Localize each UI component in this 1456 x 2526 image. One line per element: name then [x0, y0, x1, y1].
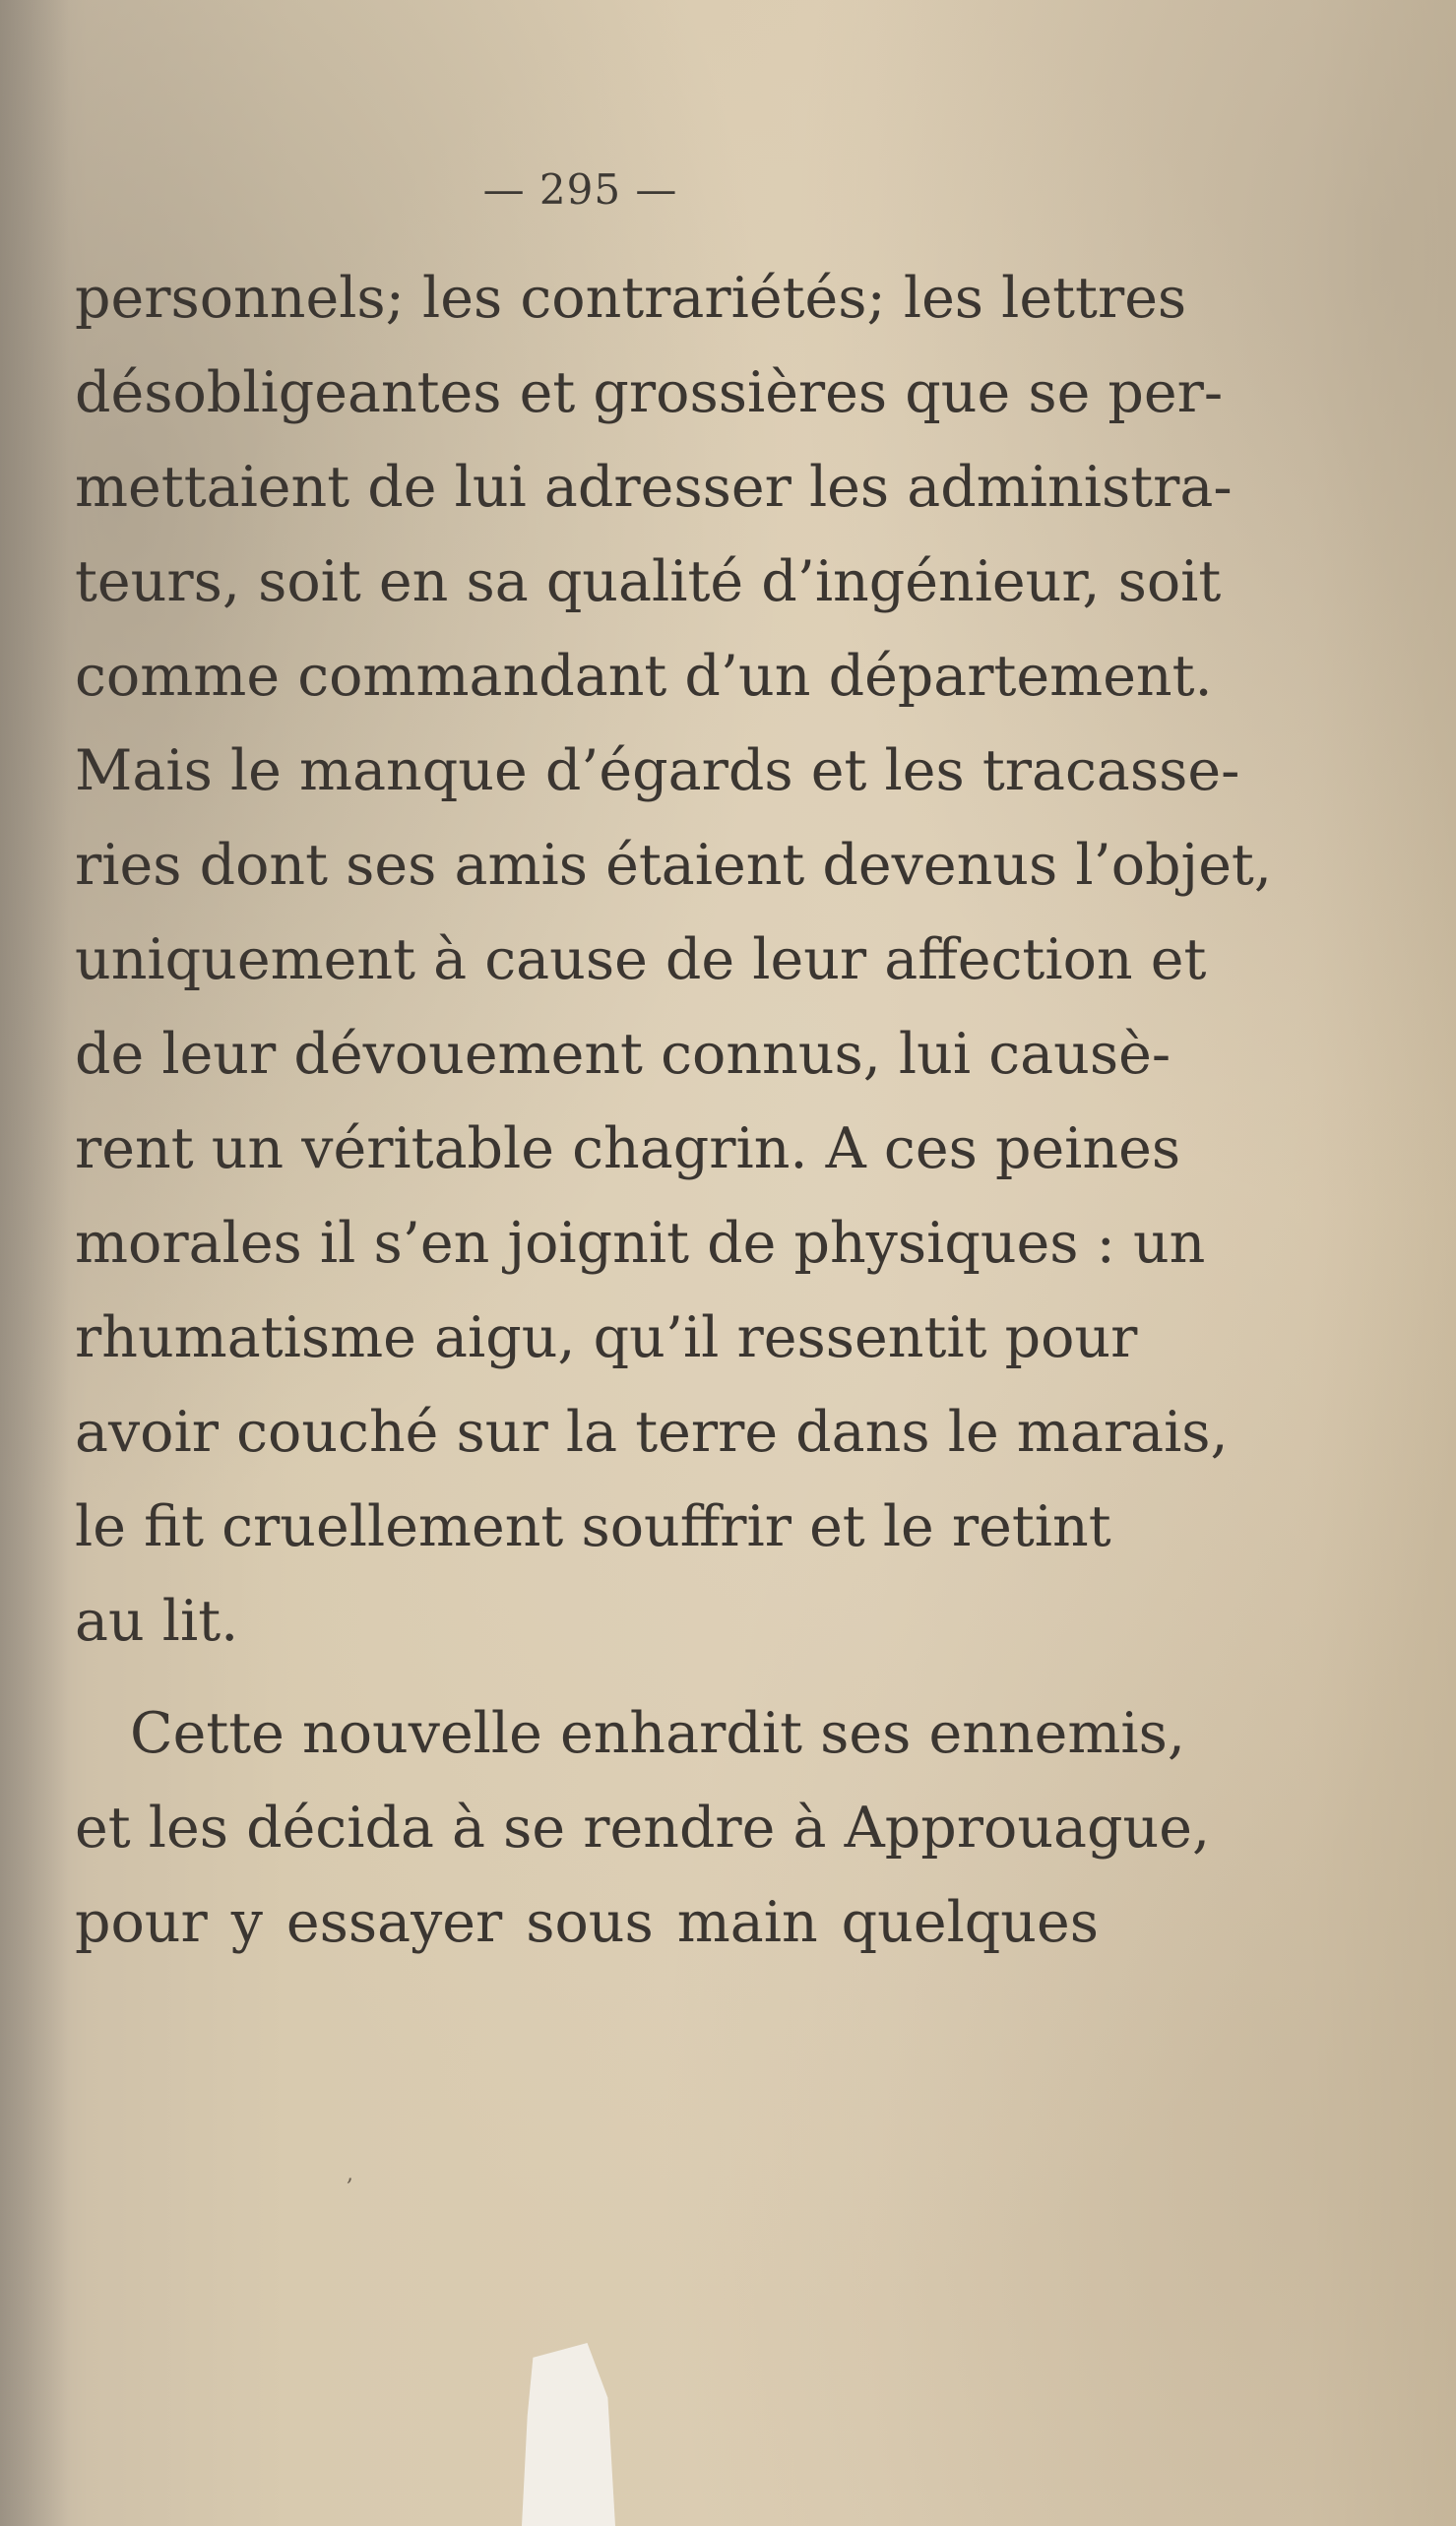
spine-shadow [0, 0, 69, 2526]
body-text [75, 251, 1272, 1970]
text-line: au lit. [75, 1589, 239, 1654]
text-line: teurs, soit en sa qualité d’ingénieur, soit [75, 549, 1222, 614]
text-line: de leur dévouement connus, lui causè- [75, 1022, 1171, 1087]
paragraph-2 [75, 1686, 1211, 1970]
text-line: Cette nouvelle enhardit ses ennemis, [130, 1701, 1186, 1766]
text-line: et les décida à se rendre à Approuague, [75, 1796, 1211, 1861]
text-line: personnels; les contrariétés; les lettres [75, 266, 1187, 331]
paper-tab [522, 2343, 615, 2526]
page-number: — 295 — [482, 165, 678, 214]
text-line: rent un véritable chagrin. A ces peines [75, 1116, 1181, 1181]
paragraph-1 [75, 251, 1272, 1669]
text-line: avoir couché sur la terre dans le marais, [75, 1400, 1229, 1465]
text-line: pour y essayer sous main quelques [75, 1890, 1099, 1955]
text-line: comme commandant d’un département. [75, 644, 1213, 709]
text-line: le fit cruellement souffrir et le retint [75, 1494, 1111, 1559]
text-line: ries dont ses amis étaient devenus l’objet, [75, 833, 1272, 898]
text-line: rhumatisme aigu, qu’il ressentit pour [75, 1305, 1138, 1370]
text-line: Mais le manque d’égards et les tracasse- [75, 738, 1240, 803]
text-line: uniquement à cause de leur affection et [75, 927, 1207, 992]
text-line: désobligeantes et grossières que se per- [75, 360, 1224, 425]
text-line: mettaient de lui adresser les administra- [75, 455, 1233, 520]
text-line: morales il s’en joignit de physiques : un [75, 1211, 1206, 1276]
stray-ink-mark: , [347, 2162, 353, 2186]
